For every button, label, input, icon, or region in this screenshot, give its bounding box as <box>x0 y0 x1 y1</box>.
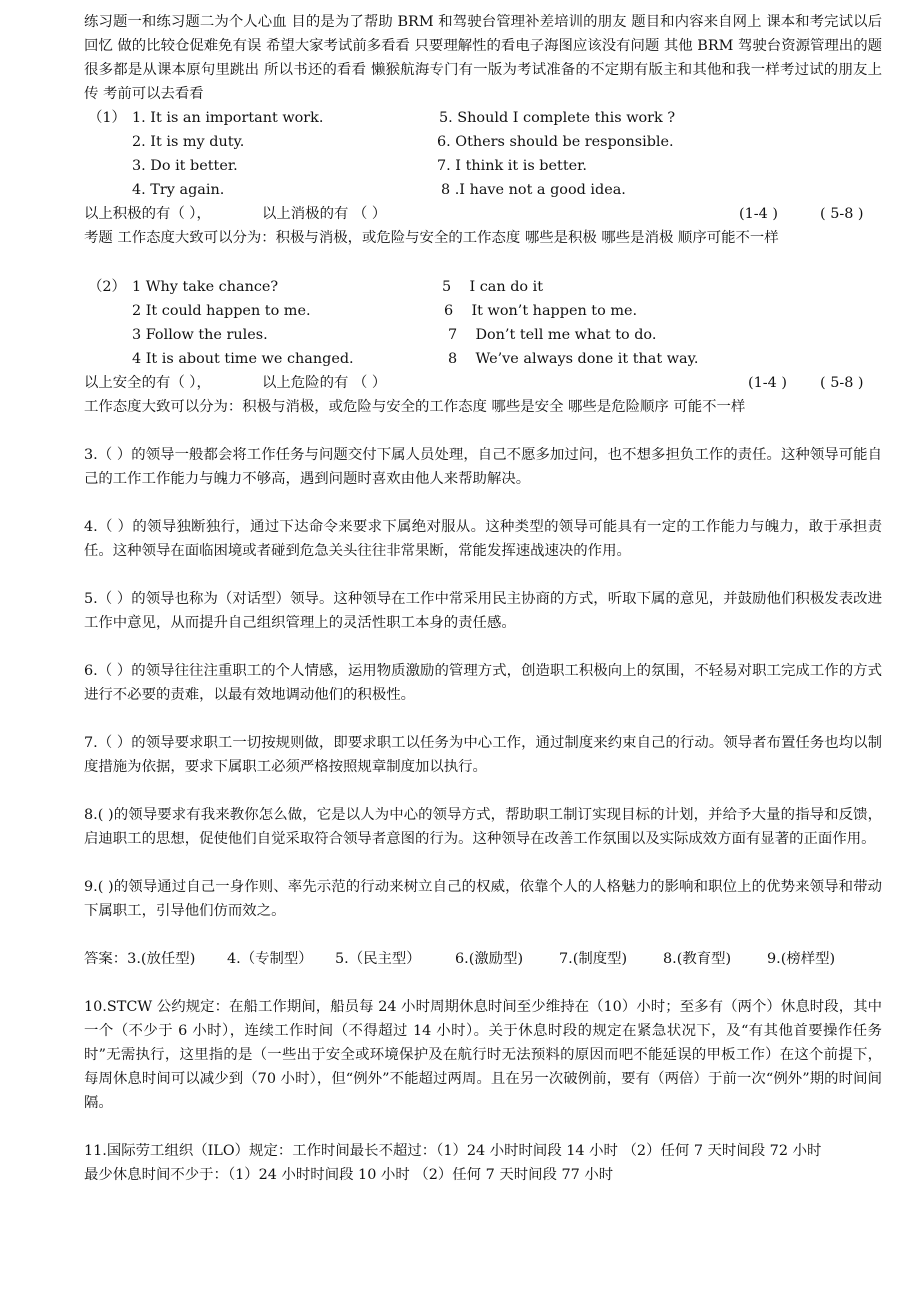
option-right-8: 8 We’ve always done it that way. <box>448 351 699 367</box>
option-left-4: 4 It is about time we changed. <box>132 351 354 367</box>
intro-paragraph: 练习题一和练习题二为个人心血 目的是为了帮助 BRM 和驾驶台管理补差培训的朋友 题目和内容来自网上 课本和考完试以后回忆 做的比较仓促难免有误 希望大家考试前多看看 只要理解性的看电子海图应该没有问题 其他 BRM 驾驶台资源管理出的题很多都是从课本原句里跳出 所以书还的看看 懒猴航海专门有一版为考试准备的不定期有版主和其他和我一样考过试的朋友上传 考前可以去看看 <box>84 14 882 102</box>
positive-blank: 以上积极的有（ ）， <box>84 206 211 222</box>
exercise-1-note: 考题 工作态度大致可以分为：积极与消极，或危险与安全的工作态度 哪些是积极 哪些是消极 顺序可能不一样 <box>84 230 779 246</box>
option-right-7: 7. I think it is better. <box>437 158 587 174</box>
answer-range-dangerous: ( 5-8 ) <box>820 375 864 391</box>
answer-3: 答案：3.(放任型) <box>84 951 196 967</box>
option-left-1: 1 Why take chance? <box>132 279 279 295</box>
question-11-line-1: 11.国际劳工组织（ILO）规定：工作时间最长不超过：（1）24 小时时间段 14 小时 （2）任何 7 天时间段 72 小时 <box>84 1143 822 1159</box>
exercise-2-note: 工作态度大致可以分为：积极与消极，或危险与安全的工作态度 哪些是安全 哪些是危险顺序 可能不一样 <box>84 399 746 415</box>
answer-7: 7.(制度型) <box>559 951 628 967</box>
exercise-2-options <box>84 275 882 371</box>
exercise-1-options <box>84 106 882 202</box>
option-right-5: 5 I can do it <box>442 279 544 295</box>
exercise-1-status <box>84 202 882 226</box>
question-5: 5.（ ）的领导也称为（对话型）领导。这种领导在工作中常采用民主协商的方式，听取下属的意见，并鼓励他们积极发表改进工作中意见，从而提升自己组织管理上的灵活性职工本身的责任感。 <box>84 591 882 631</box>
safe-blank: 以上安全的有（ ）， <box>84 375 211 391</box>
question-4: 4.（ ）的领导独断独行，通过下达命令来要求下属绝对服从。这种类型的领导可能具有一定的工作能力与魄力，敢于承担责任。这种领导在面临困境或者碰到危急关头往往非常果断，常能发挥速战速决的作用。 <box>84 519 882 559</box>
dangerous-blank: 以上危险的有 （ ） <box>262 375 387 391</box>
option-right-7: 7 Don’t tell me what to do. <box>448 327 657 343</box>
answer-6: 6.(激励型) <box>455 951 524 967</box>
option-left-2: 2. It is my duty. <box>132 134 245 150</box>
question-3: 3.（ ）的领导一般都会将工作任务与问题交付下属人员处理，自己不愿多加过问，也不想多担负工作的责任。这种领导可能自己的工作工作能力与魄力不够高，遇到问题时喜欢由他人来帮助解决。 <box>84 447 882 487</box>
question-6: 6.（ ）的领导往往注重职工的个人情感，运用物质激励的管理方式，创造职工积极向上的氛围，不轻易对职工完成工作的方式进行不必要的责难，以最有效地调动他们的积极性。 <box>84 663 882 703</box>
question-7: 7.（ ）的领导要求职工一切按规则做，即要求职工以任务为中心工作，通过制度来约束自己的行动。领导者布置任务也均以制度措施为依据，要求下属职工必须严格按照规章制度加以执行。 <box>84 735 882 775</box>
option-left-3: 3. Do it better. <box>132 158 238 174</box>
answer-5: 5.（民主型） <box>335 951 421 967</box>
option-left-1: 1. It is an important work. <box>132 110 324 126</box>
exercise-2-status <box>84 371 882 395</box>
exercise-1-label: （1） <box>88 110 126 126</box>
question-10: 10.STCW 公约规定：在船工作期间，船员每 24 小时周期休息时间至少维持在（10）小时；至多有（两个）休息时段，其中一个（不少于 6 小时），连续工作时间（不得超过 14 小时）。关于休息时段的规定在紧急状况下，及“有其他首要操作任务时”无需执行，这里指的是（一些出于安全或环境保护及在航行时无法预料的原因而吧不能延误的甲板工作）在这个前提下，每周休息时间可以减少到（70 小时），但“例外”不能超过两周。且在另一次破例前，要有（两倍）于前一次“例外”期的时间间隔。 <box>84 999 882 1111</box>
answer-range-negative: ( 5-8 ) <box>820 206 864 222</box>
answer-range-safe: (1-4 ) <box>748 375 787 391</box>
answer-8: 8.(教育型) <box>663 951 732 967</box>
question-11-line-2: 最少休息时间不少于：（1）24 小时时间段 10 小时 （2）任何 7 天时间段 77 小时 <box>84 1167 614 1183</box>
answer-4: 4.（专制型） <box>227 951 313 967</box>
exercise-2-label: （2） <box>88 279 126 295</box>
answer-9: 9.(榜样型) <box>767 951 836 967</box>
negative-blank: 以上消极的有 （ ） <box>262 206 387 222</box>
document-page <box>84 10 882 1187</box>
question-8: 8.( )的领导要求有我来教你怎么做，它是以人为中心的领导方式，帮助职工制订实现目标的计划，并给予大量的指导和反馈，启迪职工的思想，促使他们自觉采取符合领导者意图的行为。这种领导在改善工作氛围以及实际成效方面有显著的正面作用。 <box>84 807 882 847</box>
option-left-3: 3 Follow the rules. <box>132 327 268 343</box>
option-left-2: 2 It could happen to me. <box>132 303 311 319</box>
answer-range-positive: (1-4 ) <box>739 206 778 222</box>
option-left-4: 4. Try again. <box>132 182 225 198</box>
answer-key <box>84 947 882 971</box>
question-9: 9.( )的领导通过自己一身作则、率先示范的行动来树立自己的权威，依靠个人的人格魅力的影响和职位上的优势来领导和带动下属职工，引导他们仿而效之。 <box>84 879 882 919</box>
option-right-8: 8 .I have not a good idea. <box>441 182 626 198</box>
option-right-5: 5. Should I complete this work ? <box>439 110 676 126</box>
option-right-6: 6. Others should be responsible. <box>437 134 674 150</box>
option-right-6: 6 It won’t happen to me. <box>444 303 638 319</box>
